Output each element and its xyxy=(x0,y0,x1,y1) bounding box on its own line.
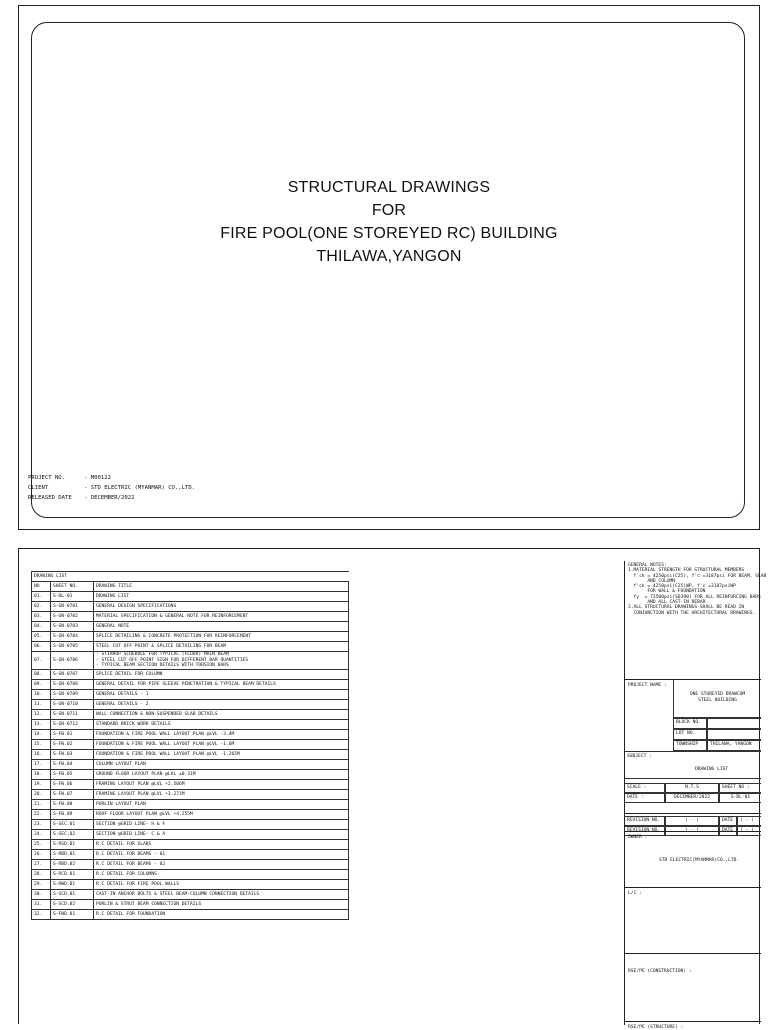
row-no: 03. xyxy=(32,612,51,622)
row-drawing-title: FRAMING LAYOUT PLAN @LVL +3.271M xyxy=(94,789,349,799)
client-label: CLIENT xyxy=(28,485,49,491)
project-info xyxy=(28,473,195,503)
row-sheet-no: S-GN-0704 xyxy=(51,632,94,642)
row-sheet-no: S-SCD.02 xyxy=(51,899,94,909)
row-drawing-title: FRAMING LAYOUT PLAN @LVL +2.506M xyxy=(94,779,349,789)
drawing-list-header-row xyxy=(32,582,349,592)
row-sheet-no: S-FW.07 xyxy=(51,789,94,799)
row-no: 27. xyxy=(32,859,51,869)
row-no: 21. xyxy=(32,799,51,809)
row-sheet-no: S-SCD.01 xyxy=(51,889,94,899)
drawing-list-row xyxy=(32,859,349,869)
row-drawing-title: R.C DETAIL FOR BEAMS - 02 xyxy=(94,859,349,869)
general-note-line: 2.ALL STRUCTURAL DRAWINGS SHALL BE READ IN xyxy=(628,605,745,611)
row-no: 12. xyxy=(32,709,51,719)
general-notes-lines xyxy=(628,568,767,616)
owner-label: OWNER : xyxy=(628,835,648,840)
cover-title-line: STRUCTURAL DRAWINGS xyxy=(287,179,491,196)
project-name-label: PROJECT NAME : xyxy=(628,683,667,688)
row-drawing-title: FOUNDATION & FIRE POOL WALL LAYOUT PLAN @LVL -1.265M xyxy=(94,749,349,759)
row-sheet-no: S-FW.09 xyxy=(51,809,94,819)
row-drawing-title: DRAWING LIST xyxy=(94,592,349,602)
drawing-list-row xyxy=(32,869,349,879)
row-no: 10. xyxy=(32,689,51,699)
revision-no-value: ( - ) xyxy=(665,816,719,826)
drawing-list-row xyxy=(32,739,349,749)
general-note-line: f'ck = 4250psi(C25), f'c =3187psi FOR BEAM, SLAB xyxy=(628,573,767,579)
drawing-list-row xyxy=(32,909,349,919)
row-sheet-no: S-FW.04 xyxy=(51,759,94,769)
row-drawing-title: GROUND FLOOR LAYOUT PLAN @LVL ±0.31M xyxy=(94,769,349,779)
row-no: 04. xyxy=(32,622,51,632)
sheet-no-label: SHEET NO : xyxy=(719,783,761,793)
row-no: 25. xyxy=(32,839,51,849)
title-block xyxy=(624,561,767,1030)
drawing-list-table xyxy=(31,571,349,920)
lot-no-label: LOT NO. xyxy=(673,729,707,740)
row-drawing-title-line: - STEEL CUT OFF POINT SIGN FOR DIFFERENT BAR QUANTITIES xyxy=(96,657,249,663)
lc-label: L/C : xyxy=(628,891,642,896)
released-date-row xyxy=(28,493,195,503)
project-no-value: - M00122 xyxy=(84,475,111,481)
general-note-line: fy = 72500psi(SD390) FOR ALL REINFORCING BARS xyxy=(628,594,761,600)
cover-title xyxy=(19,176,759,268)
row-sheet-no: S-FW.06 xyxy=(51,779,94,789)
row-drawing-title: SECTION @GRID LINE- C & A xyxy=(94,829,349,839)
drawing-list-row xyxy=(32,669,349,679)
row-drawing-title: STEEL CUT OFF POINT & SPLICE DETAILING FOR BEAM xyxy=(94,642,349,652)
row-sheet-no: S-DL-01 xyxy=(51,592,94,602)
township-value: THILAWA, YANGON xyxy=(707,740,761,751)
rse-structure-section xyxy=(625,1021,761,1030)
row-drawing-title: GENERAL DESIGN SPECIFICATIONS xyxy=(94,602,349,612)
row-no: 17. xyxy=(32,759,51,769)
drawing-list-row xyxy=(32,889,349,899)
row-no: 11. xyxy=(32,699,51,709)
general-note-line: FOR WALL & FOUNDATION xyxy=(628,589,706,595)
row-drawing-title xyxy=(94,652,349,670)
row-no: 24. xyxy=(32,829,51,839)
drawing-list-row xyxy=(32,699,349,709)
township-label: TOWNSHIP xyxy=(673,740,707,751)
row-drawing-title: FOUNDATION & FIRE POOL WALL LAYOUT PLAN @LVL -1.6M xyxy=(94,739,349,749)
cover-title-line: THILAWA,YANGON xyxy=(316,248,462,265)
drawing-list-row xyxy=(32,819,349,829)
block-no-value xyxy=(707,718,761,729)
general-note-line: f'ck = 4250psi(C25)WP, f'c =3187psiWP xyxy=(628,584,736,590)
row-no: 20. xyxy=(32,789,51,799)
row-drawing-title: SECTION @GRID LINE- H & F xyxy=(94,819,349,829)
drawing-list-row xyxy=(32,719,349,729)
revision-no-value: ( - ) xyxy=(665,826,719,836)
drawing-list-sheet xyxy=(18,548,767,1030)
row-sheet-no: S-GN-0710 xyxy=(51,699,94,709)
cover-sheet xyxy=(18,5,760,530)
row-sheet-no: S-FW.05 xyxy=(51,769,94,779)
lc-section xyxy=(625,887,761,953)
general-note-line: AND ALL CAST-IN REBAR xyxy=(628,600,706,606)
row-sheet-no: S-FND.01 xyxy=(51,909,94,919)
row-drawing-title-line: - STIRRUP SCHEDULE FOR TYPICAL (FLOOR) MAIN BEAM xyxy=(96,652,229,657)
row-drawing-title: R.C DETAIL FOR FOUNDATION xyxy=(94,909,349,919)
general-notes-title: GENERAL NOTES: xyxy=(628,563,667,568)
row-drawing-title: ROOF FLOOR LAYOUT PLAN @LVL +4.255M xyxy=(94,809,349,819)
row-drawing-title: R.C DETAIL FOR FIRE POOL WALLS xyxy=(94,879,349,889)
drawing-list-row xyxy=(32,809,349,819)
row-no: 26. xyxy=(32,849,51,859)
row-no: 28. xyxy=(32,869,51,879)
block-no-label: BLOCK NO. xyxy=(673,718,707,729)
header-no: NO xyxy=(32,582,51,592)
drawing-list-row xyxy=(32,879,349,889)
row-drawing-title-line: - TYPICAL BEAM SECTION DETAILS WITH TORSION BARS xyxy=(96,663,229,668)
released-date-label: RELEASED DATE xyxy=(28,495,72,501)
cover-title-line: FIRE POOL(ONE STOREYED RC) BUILDING xyxy=(220,225,558,242)
row-no: 08. xyxy=(32,669,51,679)
row-drawing-title: R.C DETAIL FOR SLABS xyxy=(94,839,349,849)
row-drawing-title: PURLIN LAYOUT PLAN xyxy=(94,799,349,809)
subject-label: SUBJECT : xyxy=(627,754,652,759)
drawing-list-row xyxy=(32,829,349,839)
owner-value: STD ELECTRIC(MYANMAR)CO.,LTD. xyxy=(659,858,740,863)
drawing-list-row xyxy=(32,709,349,719)
drawing-list-row xyxy=(32,899,349,909)
drawing-list-title-row xyxy=(32,572,349,582)
row-drawing-title: SPLICE DETAILING & CONCRETE PROTECTION FOR REINFORCEMENT xyxy=(94,632,349,642)
rse-structure-label: RSE/PE (STRUCTURE) : xyxy=(628,1025,684,1030)
row-sheet-no: S-GN-0706 xyxy=(51,652,94,670)
row-no: 30. xyxy=(32,889,51,899)
rse-construction-section xyxy=(625,953,761,1021)
drawing-list-row xyxy=(32,789,349,799)
revision-date-label: DATE xyxy=(719,816,737,826)
row-no: 19. xyxy=(32,779,51,789)
row-no: 16. xyxy=(32,749,51,759)
row-sheet-no: S-GN-0711 xyxy=(51,709,94,719)
row-no: 15. xyxy=(32,739,51,749)
client-value: - STD ELECTRIC (MYANMAR) CO.,LTD. xyxy=(84,485,196,491)
project-name-line: STEEL BUILDING xyxy=(698,697,737,703)
scale-label: SCALE : xyxy=(625,783,665,793)
row-drawing-title: COLUMN LAYOUT PLAN xyxy=(94,759,349,769)
lot-no-value xyxy=(707,729,761,740)
row-drawing-title: STANDARD BRICK WORK DETAILS xyxy=(94,719,349,729)
row-no: 09. xyxy=(32,679,51,689)
sheet-no-value: S-DL-01 xyxy=(719,793,761,803)
row-sheet-no: S-RWD.01 xyxy=(51,879,94,889)
row-sheet-no: S-FW.01 xyxy=(51,729,94,739)
header-drawing-title: DRAWING TITLE xyxy=(94,582,349,592)
row-no: 31. xyxy=(32,899,51,909)
project-no-label: PROJECT NO. xyxy=(28,475,66,481)
row-sheet-no: S-RCD.01 xyxy=(51,869,94,879)
row-sheet-no: S-SEC.02 xyxy=(51,829,94,839)
subject-box xyxy=(625,751,761,779)
row-sheet-no: S-GN-0708 xyxy=(51,679,94,689)
row-sheet-no: S-RSD.01 xyxy=(51,839,94,849)
subject-value: DRAWING LIST xyxy=(695,767,729,772)
row-no: 05. xyxy=(32,632,51,642)
project-name-line: ONE STOREYED DRAWCOM xyxy=(689,692,746,697)
released-date-value: - DECEMBER/2022 xyxy=(84,495,135,501)
row-no: 29. xyxy=(32,879,51,889)
date-value: DECEMBER/2022 xyxy=(665,793,719,803)
row-sheet-no: S-GN-0709 xyxy=(51,689,94,699)
project-name-value xyxy=(673,680,761,718)
row-no: 18. xyxy=(32,769,51,779)
row-drawing-title: FOUNDATION & FIRE POOL WALL LAYOUT PLAN @LVL -3.4M xyxy=(94,729,349,739)
drawing-list-row xyxy=(32,632,349,642)
row-no: 13. xyxy=(32,719,51,729)
revision-date-value: ( - ) xyxy=(737,826,761,836)
drawing-list-row xyxy=(32,612,349,622)
row-no: 02. xyxy=(32,602,51,612)
drawing-list-row xyxy=(32,642,349,652)
general-note-line: 1.MATERIAL STRENGTH FOR STRUCTURAL MEMBERS xyxy=(628,568,745,574)
cover-frame xyxy=(31,22,745,518)
owner-section xyxy=(625,831,761,887)
row-sheet-no: S-GN-0712 xyxy=(51,719,94,729)
row-no: 07. xyxy=(32,652,51,670)
revision-no-label: REVISION NO. xyxy=(625,826,665,836)
drawing-list-row xyxy=(32,769,349,779)
general-note-line: CONJUNCTION WITH THE ARCHITECTURAL DRAWINGS. xyxy=(628,610,756,616)
row-sheet-no: S-GN-0705 xyxy=(51,642,94,652)
row-sheet-no: S-RBD.01 xyxy=(51,849,94,859)
header-sheet-no: SHEET NO. xyxy=(51,582,94,592)
drawing-list-row xyxy=(32,729,349,739)
drawing-list-row xyxy=(32,652,349,670)
drawing-list-row xyxy=(32,622,349,632)
drawing-list-row xyxy=(32,799,349,809)
drawing-list-row xyxy=(32,759,349,769)
row-drawing-title: R.C DETAIL FOR COLUMNS xyxy=(94,869,349,879)
drawing-list-row xyxy=(32,689,349,699)
drawing-list-title: DRAWING LIST xyxy=(32,572,349,582)
project-no-row xyxy=(28,473,195,483)
row-sheet-no: S-FW.02 xyxy=(51,739,94,749)
rse-construction-label: RSE/PE (CONSTRUCTION) : xyxy=(628,969,692,974)
row-drawing-title: WALL CONNECTION & NON-SUSPENDED SLAB DETAILS xyxy=(94,709,349,719)
drawing-list-row xyxy=(32,839,349,849)
row-drawing-title: GENERAL DETAILS - 2 xyxy=(94,699,349,709)
row-no: 01. xyxy=(32,592,51,602)
row-drawing-title: SPLICE DETAIL FOR COLUMN xyxy=(94,669,349,679)
general-notes xyxy=(625,561,767,618)
row-sheet-no: S-GN-0703 xyxy=(51,622,94,632)
row-drawing-title: R.C DETAIL FOR BEAMS - 01 xyxy=(94,849,349,859)
row-sheet-no: S-SEC.01 xyxy=(51,819,94,829)
client-row xyxy=(28,483,195,493)
drawing-list-row xyxy=(32,679,349,689)
revision-date-label: DATE xyxy=(719,826,737,836)
drawing-list-row xyxy=(32,779,349,789)
row-drawing-title: GENERAL NOTE xyxy=(94,622,349,632)
row-no: 06. xyxy=(32,642,51,652)
drawing-list-row xyxy=(32,749,349,759)
row-drawing-title: GENERAL DETAILS - 1 xyxy=(94,689,349,699)
cover-title-line: FOR xyxy=(371,202,407,219)
row-sheet-no: S-FW.08 xyxy=(51,799,94,809)
row-no: 14. xyxy=(32,729,51,739)
row-drawing-title: GENERAL DETAIL FOR PIPE SLEEVE PENETRATION & TYPICAL BEAM DETAILS xyxy=(94,679,349,689)
drawing-list-row xyxy=(32,849,349,859)
row-sheet-no: S-FW.03 xyxy=(51,749,94,759)
row-sheet-no: S-RBD.02 xyxy=(51,859,94,869)
row-sheet-no: S-GN-0707 xyxy=(51,669,94,679)
row-drawing-title: MATERIAL SPECIFICATION & GENERAL NOTE FOR REINFORCEMENT xyxy=(94,612,349,622)
row-no: 22. xyxy=(32,809,51,819)
date-label: DATE : xyxy=(625,793,665,803)
row-drawing-title: PURLIN & STRUT BEAM CONNECTION DETAILS xyxy=(94,899,349,909)
row-drawing-title: CAST-IN ANCHOR BOLTS & STEEL BEAM-COLUMN CONNECTION DETAILS xyxy=(94,889,349,899)
scale-value: N.T.S xyxy=(665,783,719,793)
row-sheet-no: S-GN-0702 xyxy=(51,612,94,622)
row-no: 23. xyxy=(32,819,51,829)
row-no: 32. xyxy=(32,909,51,919)
drawing-list-row xyxy=(32,602,349,612)
revision-date-value: ( - ) xyxy=(737,816,761,826)
drawing-list-row xyxy=(32,592,349,602)
project-section xyxy=(625,679,761,813)
row-sheet-no: S-GN-0701 xyxy=(51,602,94,612)
general-note-line: AND COLUMN xyxy=(628,578,676,584)
revision-no-label: REVISION NO. xyxy=(625,816,665,826)
